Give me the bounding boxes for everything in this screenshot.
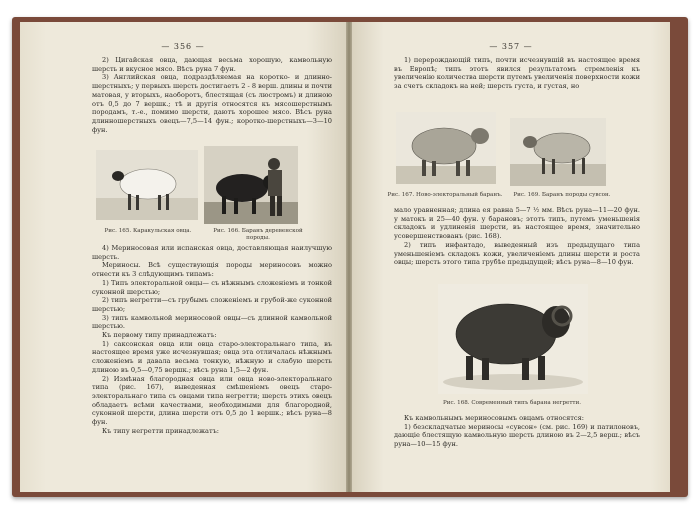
left-top-text bbox=[92, 56, 332, 134]
figure-167-photo bbox=[396, 112, 496, 184]
right-page bbox=[352, 22, 670, 492]
left-main-text bbox=[92, 244, 332, 435]
figure-167-caption: Рис. 167. Ново-электоральный баранъ. bbox=[387, 192, 503, 198]
paragraph: Мериносы. Всѣ существующія породы мериносовъ можно отнести къ 3 слѣдующимъ типамъ: bbox=[92, 261, 332, 279]
paragraph: 4) Мериносовая или испанская овца, доставляющая наилучшую шерсть. bbox=[92, 244, 332, 261]
paragraph: 1) безскладчатые мериносы «сувсон» (см. рис. 169) и патилоновъ, дающіе блестящую камвольную шерсть длиною въ 2—2,5 верш.; вѣсъ руна—10—15 фун. bbox=[394, 422, 640, 449]
paragraph: мало уравненная; длина ея равна 5—7 ½ мм. Вѣсъ руна—11—20 фун. у матокъ и 25—40 фун. у барановъ; этотъ типъ, путемъ уменьшенія складокъ и удлиненія шерсти, въ настоящее время, значительно усовершенствованъ (рис. 168). bbox=[394, 206, 640, 241]
paragraph: 2) Цигайская овца, дающая весьма хорошую, камвольную шерсть и вкусное мясо. Вѣсъ руна 7 фун. bbox=[92, 56, 332, 73]
paragraph: 2) типъ негретти—съ грубымъ сложеніемъ и грубой-же суконной шерстью; bbox=[92, 296, 332, 313]
figure-166-photo bbox=[204, 146, 298, 224]
paragraph: 1) саксонская овца или овца старо-электоральнаго типа, въ настоящее время уже исчезнувшая; овца эта отличалась нѣжнымъ сложеніемъ и давала весьма тонкую, нѣжную и слабую шерсть длиною въ 0,5—0,75 вершк.; вѣсъ руна 1,5—2 фун. bbox=[92, 339, 332, 374]
right-top-text bbox=[394, 56, 640, 91]
figure-169-caption: Рис. 169. Баранъ породы сувсон. bbox=[513, 192, 611, 198]
left-page bbox=[20, 22, 346, 492]
left-page-number: — 356 — bbox=[161, 42, 205, 51]
paragraph: 2) Измѣная благородная овца или овца ново-электоральнаго типа (рис. 167), выведенная смѣшеніемъ овецъ старо-электоральнаго типа съ овцами типа негретти; шерсть этихъ овецъ обладаетъ всѣми качествами, необходимыми для благородной, суконной шерсти, длина шерсти отъ 0,5 до 1 вершк.; вѣсъ руна—8 фун. bbox=[92, 374, 332, 427]
right-page-number: — 357 — bbox=[489, 42, 533, 51]
paragraph: 3) типъ камвольной мериносовой овцы—съ длинной камвольной шерстью. bbox=[92, 313, 332, 331]
figure-168-photo bbox=[438, 284, 588, 394]
paragraph: 3) Английская овца, подраздѣляемая на коротко- и длинно-шерстныхъ; у первыхъ шерсть достигаетъ 2 - 8 верш. длины и почти матовая, у вторыхъ, наоборотъ, блестящая (съ люстромъ) и длиною отъ 0,5 до 7 вершк.; тѣ и другія относятся къ мясошерстнымъ породамъ, т.-е., помимо шерсти, даютъ хорошее мясо. Вѣсъ руна длинношерстныхъ овецъ—7,5—14 фун.; коротко-шерстныхъ—3—10 фун. bbox=[92, 73, 332, 134]
figure-169-photo bbox=[510, 118, 606, 186]
paragraph: 1) Типъ электоральной овцы— съ нѣжнымъ сложеніемъ и тонкой суконной шерстью; bbox=[92, 278, 332, 296]
right-middle-text bbox=[394, 206, 640, 267]
paragraph: 1) перерождающій типъ, почти исчезнувшій въ настоящее время въ Европѣ; типъ этотъ явился результатомъ стремленія къ увеличенію количества шерсти путемъ увеличенія поверхности кожи за счетъ складокъ на ней; шерсть густа, и густая, но bbox=[394, 56, 640, 91]
figure-165-photo bbox=[96, 150, 198, 220]
paragraph: Къ камвольнымъ мериносовымъ овцамъ относятся: bbox=[404, 414, 584, 422]
figure-166-caption: Рис. 166. Баранъ деревенской породы. bbox=[213, 228, 303, 241]
figure-168-caption: Рис. 168. Современный типъ барана негретти. bbox=[442, 400, 582, 406]
paragraph: 2) типъ инфантадо, выведенный изъ предыдущаго типа уменьшеніемъ складокъ кожи, увеличеніемъ длины шерсти и роста овцы; шерсть этого типа грубѣе предыдущей; вѣсъ руна—8—10 фун. bbox=[394, 240, 640, 267]
paragraph: Къ первому типу принадлежатъ: bbox=[102, 331, 217, 340]
right-bottom-text bbox=[394, 414, 640, 449]
paragraph: Къ типу негретти принадлежатъ: bbox=[102, 426, 220, 435]
figure-165-caption: Рис. 165. Каракульская овца. bbox=[104, 228, 192, 234]
